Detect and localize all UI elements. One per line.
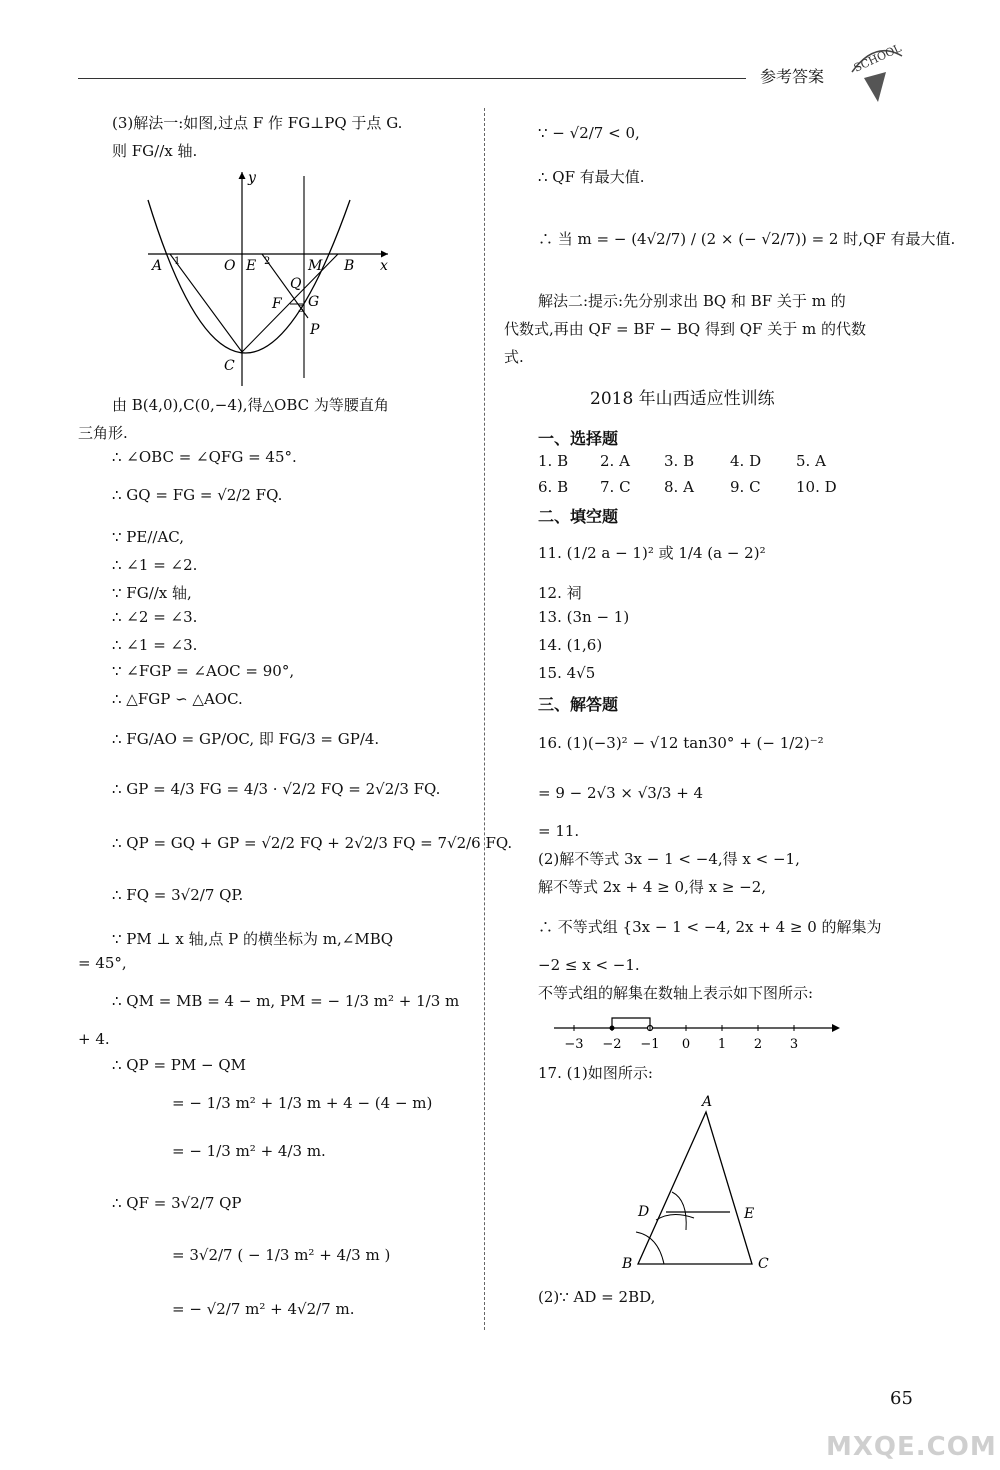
svg-text:D: D <box>638 1204 650 1220</box>
svg-text:1: 1 <box>717 1037 727 1052</box>
left-line-3: 三角形. <box>78 424 128 442</box>
solve-line-5: ∴ 不等式组 {3x − 1 < −4, 2x + 4 ≥ 0 的解集为 <box>538 918 882 936</box>
left-line-15: ∴ QP = GQ + GP = √2/2 FQ + 2√2/3 FQ = 7√2/6 FQ. <box>112 834 513 852</box>
svg-text:1: 1 <box>174 256 181 267</box>
svg-text:E: E <box>246 258 257 274</box>
running-title: 参考答案 <box>760 67 825 86</box>
svg-text:C: C <box>758 1256 769 1272</box>
parabola-curve <box>148 200 350 353</box>
svg-text:G: G <box>308 294 320 310</box>
svg-text:Q: Q <box>290 276 302 292</box>
solve-line-2: = 11. <box>538 822 580 840</box>
svg-text:3: 3 <box>789 1037 799 1052</box>
right-line-0: ∵ − √2/7 < 0, <box>538 124 640 142</box>
fill-answer-15: 15. 4√5 <box>538 664 596 682</box>
left-line-17: ∵ PM ⊥ x 轴,点 P 的横坐标为 m,∠MBQ <box>112 930 394 948</box>
left-line-20: + 4. <box>78 1030 110 1048</box>
left-line-12: ∴ △FGP ∽ △AOC. <box>112 690 243 708</box>
part3-heading: 三、解答题 <box>538 695 619 714</box>
column-divider <box>484 108 485 1330</box>
svg-text:y: y <box>248 170 256 186</box>
svg-text:B: B <box>344 258 355 274</box>
svg-text:x: x <box>380 258 388 274</box>
school-logo <box>840 42 910 104</box>
left-line-10: ∴ ∠1 = ∠3. <box>112 636 198 654</box>
solve-line-6: −2 ≤ x < −1. <box>538 956 640 974</box>
left-line-13: ∴ FG/AO = GP/OC, 即 FG/3 = GP/4. <box>112 730 380 748</box>
left-line-21: ∴ QP = PM − QM <box>112 1056 247 1074</box>
svg-text:O: O <box>224 258 236 274</box>
header-rule <box>78 78 746 79</box>
watermark: MXQE.COM <box>826 1432 997 1462</box>
svg-text:P: P <box>310 322 320 338</box>
svg-text:2: 2 <box>753 1037 763 1052</box>
left-line-19: ∴ QM = MB = 4 − m, PM = − 1/3 m² + 1/3 m <box>112 992 460 1010</box>
svg-text:F: F <box>272 296 282 312</box>
left-line-22: = − 1/3 m² + 1/3 m + 4 − (4 − m) <box>172 1094 433 1112</box>
logo-text: SCHOOL <box>851 42 904 75</box>
solution-interval <box>612 1018 650 1028</box>
svg-text:A: A <box>152 258 163 274</box>
left-line-16: ∴ FQ = 3√2/7 QP. <box>112 886 244 904</box>
mc-answer-8: 8. A <box>664 478 694 496</box>
svg-text:E: E <box>744 1206 755 1222</box>
left-line-8: ∵ FG//x 轴, <box>112 584 192 602</box>
left-line-5: ∴ GQ = FG = √2/2 FQ. <box>112 486 283 504</box>
left-line-7: ∴ ∠1 = ∠2. <box>112 556 198 574</box>
mc-answer-2: 2. A <box>600 452 630 470</box>
fill-answer-14: 14. (1,6) <box>538 636 603 654</box>
left-line-4: ∴ ∠OBC = ∠QFG = 45°. <box>112 448 297 466</box>
left-line-1: 则 FG//x 轴. <box>112 142 198 160</box>
svg-text:A: A <box>702 1094 713 1110</box>
triangle-figure <box>610 1088 790 1278</box>
mc-answer-1: 1. B <box>538 452 569 470</box>
solve-line-7: 不等式组的解集在数轴上表示如下图所示: <box>538 984 814 1002</box>
svg-text:−2: −2 <box>602 1037 622 1052</box>
fill-answer-11: 11. (1/2 a − 1)² 或 1/4 (a − 2)² <box>538 544 766 562</box>
solve-line-3: (2)解不等式 3x − 1 < −4,得 x < −1, <box>538 850 800 868</box>
mc-answer-7: 7. C <box>600 478 631 496</box>
svg-text:M: M <box>308 258 323 274</box>
solve-line-0: 16. (1)(−3)² − √12 tan30° + (− 1/2)⁻² <box>538 734 824 752</box>
left-line-14: ∴ GP = 4/3 FG = 4/3 · √2/2 FQ = 2√2/3 FQ. <box>112 780 441 798</box>
svg-text:3: 3 <box>298 305 304 315</box>
fill-answer-13: 13. (3n − 1) <box>538 608 630 626</box>
fill-answer-12: 12. 祠 <box>538 584 582 602</box>
svg-text:−3: −3 <box>564 1037 584 1052</box>
svg-text:−1: −1 <box>640 1037 660 1052</box>
solve-line-4: 解不等式 2x + 4 ≥ 0,得 x ≥ −2, <box>538 878 767 896</box>
right-line-3: 解法二:提示:先分别求出 BQ 和 BF 关于 m 的 <box>538 292 846 310</box>
page-number: 65 <box>890 1388 913 1409</box>
left-line-2: 由 B(4,0),C(0,−4),得△OBC 为等腰直角 <box>112 396 389 414</box>
left-line-23: = − 1/3 m² + 4/3 m. <box>172 1142 326 1160</box>
solve-line-9: (2)∵ AD = 2BD, <box>538 1288 656 1306</box>
mc-answer-5: 5. A <box>796 452 826 470</box>
solve-line-1: = 9 − 2√3 × √3/3 + 4 <box>538 784 704 802</box>
part1-heading: 一、选择题 <box>538 429 619 448</box>
part2-heading: 二、填空题 <box>538 507 619 526</box>
svg-text:2: 2 <box>264 256 271 267</box>
svg-text:B: B <box>622 1256 633 1272</box>
mc-answer-10: 10. D <box>796 478 837 496</box>
left-line-18: = 45°, <box>78 954 127 972</box>
mc-answer-6: 6. B <box>538 478 569 496</box>
left-line-6: ∵ PE//AC, <box>112 528 185 546</box>
right-line-2: ∴ 当 m = − (4√2/7) / (2 × (− √2/7)) = 2 时,QF 有最大值. <box>538 230 956 248</box>
mc-answer-9: 9. C <box>730 478 761 496</box>
line-bc <box>242 254 338 352</box>
left-line-25: = 3√2/7 ( − 1/3 m² + 4/3 m ) <box>172 1246 391 1264</box>
number-line <box>550 1010 840 1054</box>
right-line-1: ∴ QF 有最大值. <box>538 168 645 186</box>
mc-answer-3: 3. B <box>664 452 695 470</box>
svg-text:C: C <box>224 358 235 374</box>
svg-text:0: 0 <box>681 1037 691 1052</box>
left-line-9: ∴ ∠2 = ∠3. <box>112 608 198 626</box>
solve-line-8: 17. (1)如图所示: <box>538 1064 653 1082</box>
left-line-11: ∵ ∠FGP = ∠AOC = 90°, <box>112 662 295 680</box>
right-line-5: 式. <box>504 348 524 366</box>
mc-answer-4: 4. D <box>730 452 762 470</box>
left-line-24: ∴ QF = 3√2/7 QP <box>112 1194 242 1212</box>
left-line-26: = − √2/7 m² + 4√2/7 m. <box>172 1300 355 1318</box>
section-title: 2018 年山西适应性训练 <box>590 389 775 409</box>
left-line-0: (3)解法一:如图,过点 F 作 FG⊥PQ 于点 G. <box>112 114 403 132</box>
right-line-4: 代数式,再由 QF = BF − BQ 得到 QF 关于 m 的代数 <box>504 320 866 338</box>
parabola-figure <box>140 166 400 388</box>
